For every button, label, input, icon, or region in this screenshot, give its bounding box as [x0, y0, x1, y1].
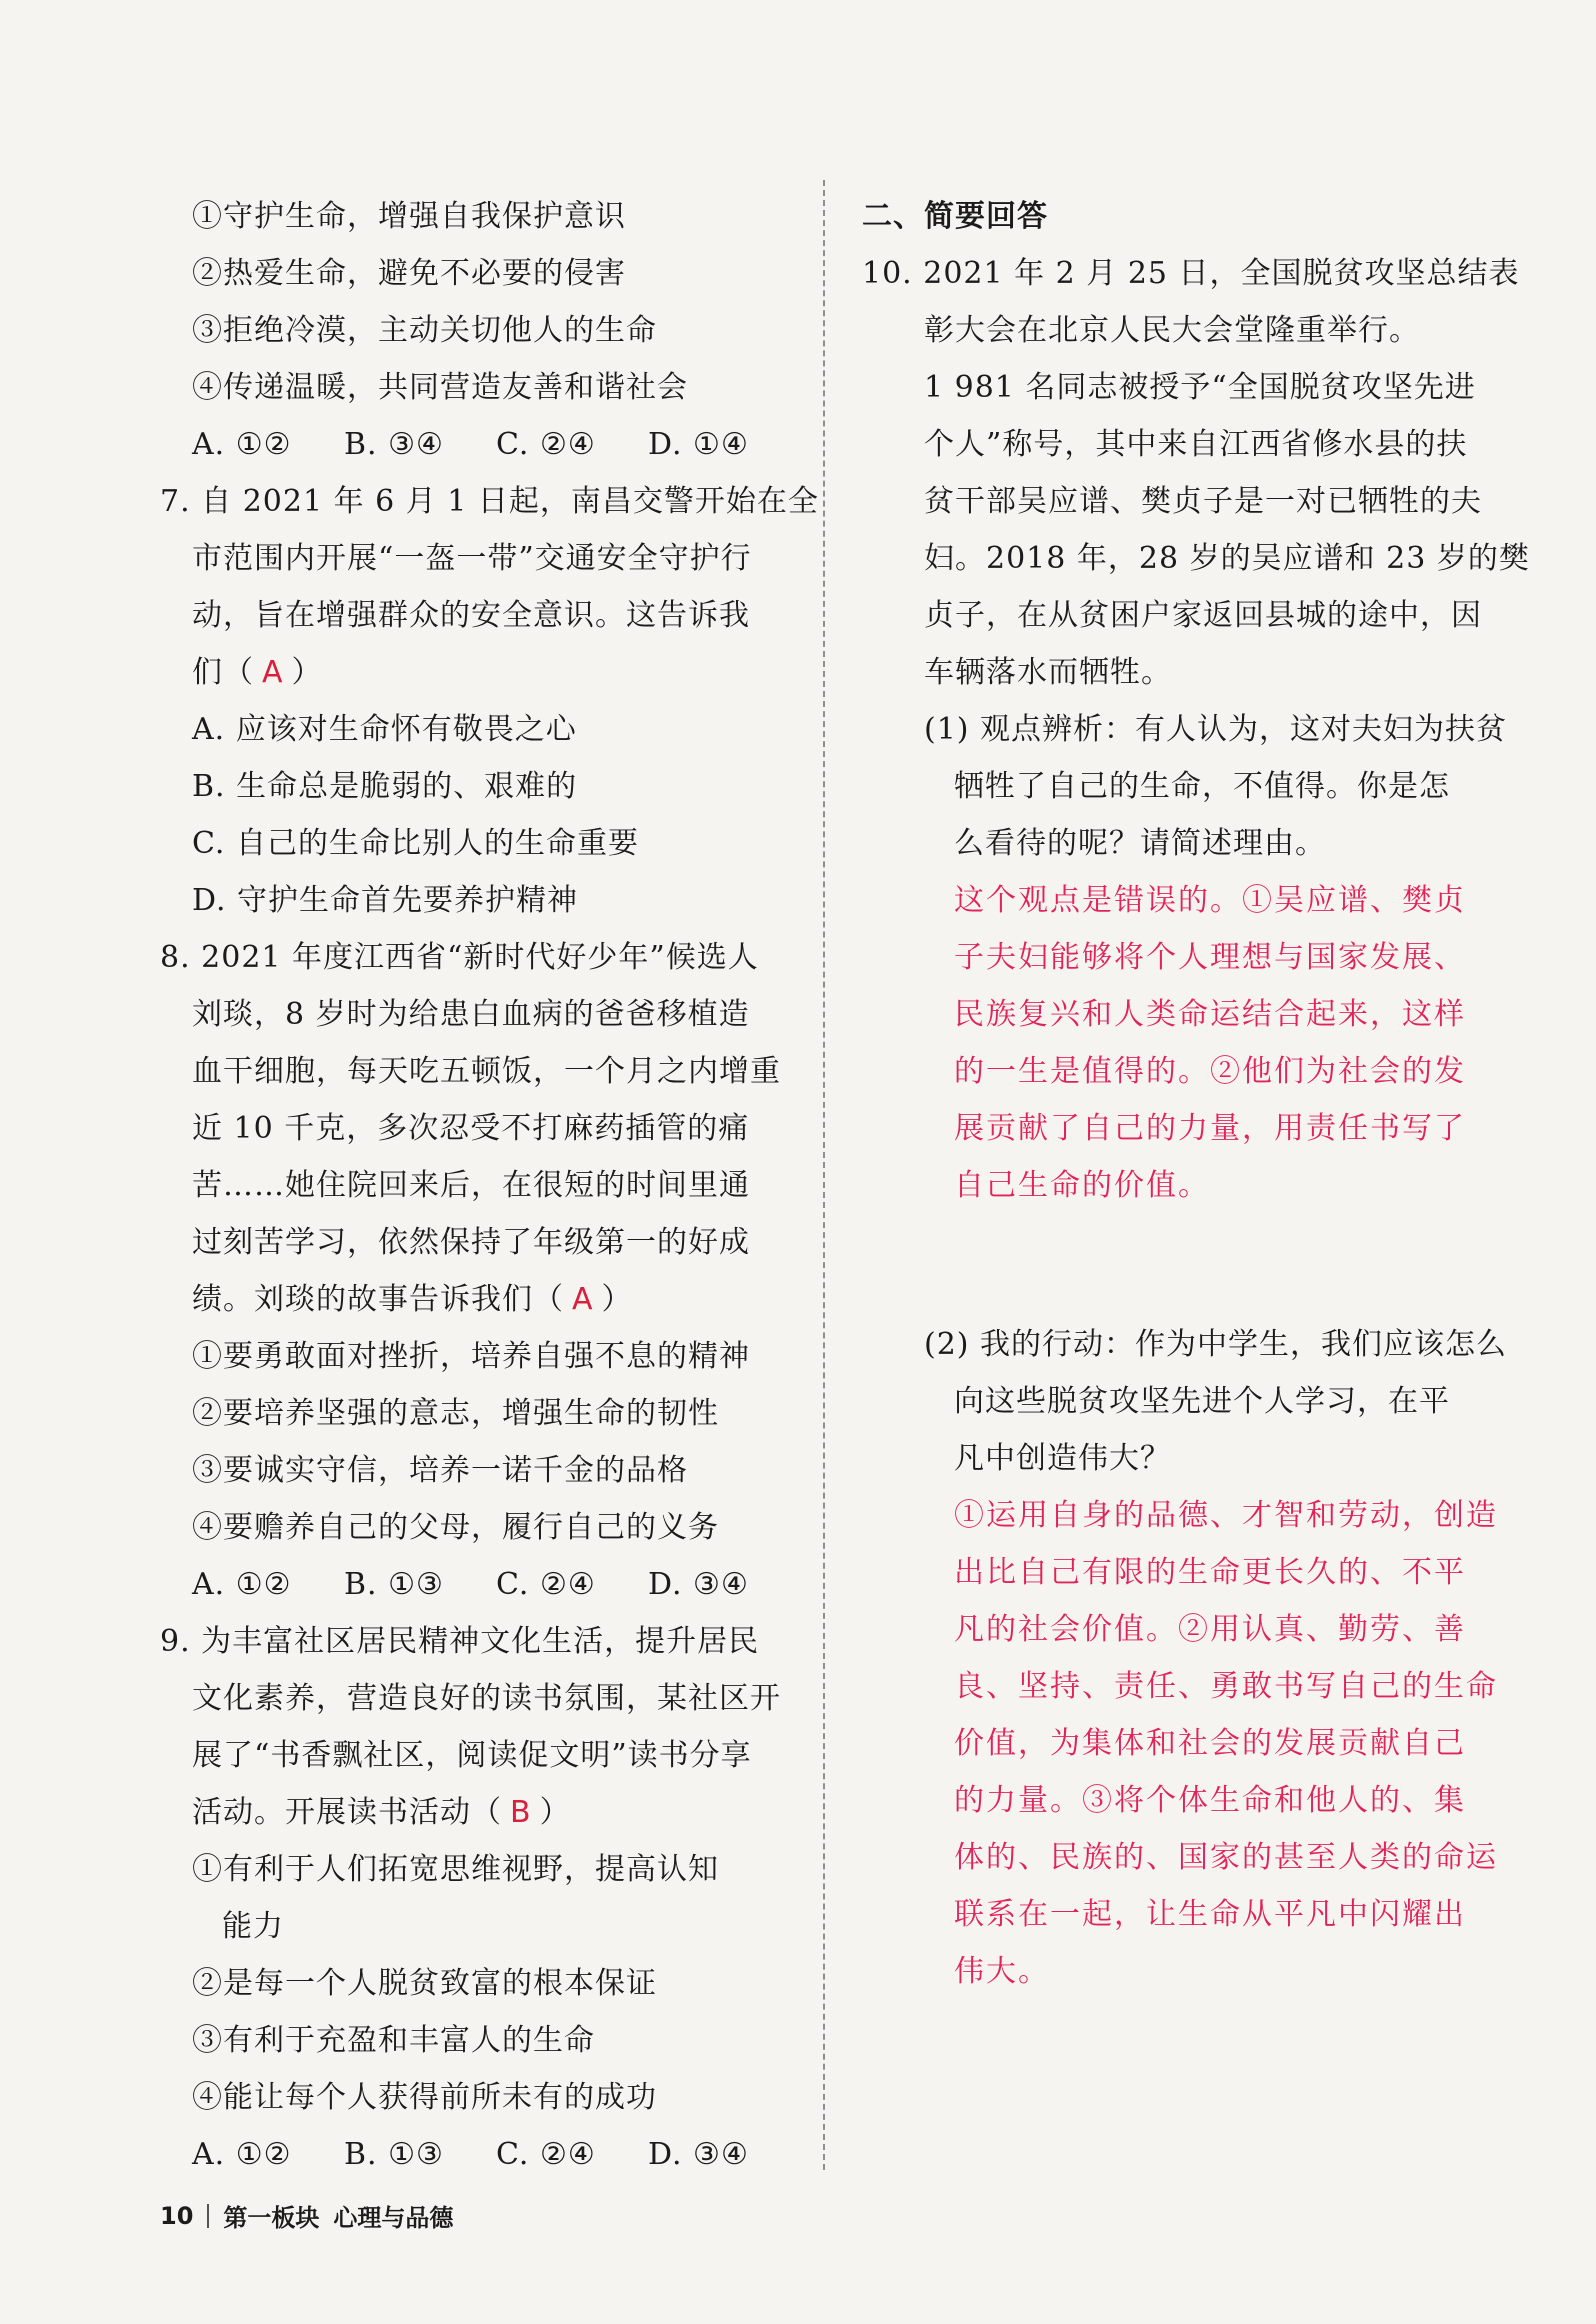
q10-1-answer-1: 这个观点是错误的。①吴应谱、樊贞 [954, 883, 1466, 918]
answer-gap [862, 1248, 1502, 1282]
q9-choices [160, 2126, 800, 2183]
q10-2-answer-2: 出比自己有限的生命更长久的、不平 [954, 1555, 1466, 1590]
q9-choice-b: B. ①③ [344, 2137, 444, 2172]
q8-prompt-text: 绩。刘琰的故事告诉我们（ [192, 1282, 564, 1317]
q10-stem-8: 车辆落水而牺牲。 [924, 655, 1172, 690]
q9-prompt [160, 1784, 800, 1841]
q7-prompt-close: ） [291, 655, 323, 690]
q10-1-question-3: 么看待的呢？请简述理由。 [954, 826, 1326, 861]
q10-stem-2: 彰大会在北京人民大会堂隆重举行。 [924, 313, 1420, 348]
q8-option-1: ①要勇敢面对挫折，培养自强不息的精神 [192, 1339, 750, 1374]
q7-stem-3: 动，旨在增强群众的安全意识。这告诉我 [192, 598, 750, 633]
q8-option-3: ③要诚实守信，培养一诺千金的品格 [192, 1453, 688, 1488]
q8-stem-1: 8. 2021 年度江西省“新时代好少年”候选人 [160, 940, 759, 975]
q8-choices [160, 1556, 800, 1613]
q8-prompt [160, 1271, 800, 1328]
q7-choice-b: B. 生命总是脆弱的、艰难的 [192, 769, 578, 804]
column-divider [823, 180, 825, 2170]
q9-prompt-close: ） [539, 1795, 571, 1830]
q6-choice-c: C. ②④ [496, 427, 596, 462]
q7-choice-c: C. 自己的生命比别人的生命重要 [192, 826, 639, 861]
q10-stem-3: 1 981 名同志被授予“全国脱贫攻坚先进 [924, 370, 1476, 405]
q10-1-question-1: (1) 观点辨析：有人认为，这对夫妇为扶贫 [924, 712, 1508, 747]
left-column [160, 188, 819, 2183]
q9-choice-d: D. ③④ [648, 2137, 749, 2172]
answer-gap [862, 1282, 1502, 1316]
q10-1-answer-3: 民族复兴和人类命运结合起来，这样 [954, 997, 1466, 1032]
q8-option-4: ④要赡养自己的父母，履行自己的义务 [192, 1510, 719, 1545]
answer-gap [862, 1214, 1502, 1248]
q10-1-question-2: 牺牲了自己的生命，不值得。你是怎 [954, 769, 1450, 804]
q7-prompt [160, 644, 800, 701]
q9-stem-3: 展了“书香飘社区，阅读促文明”读书分享 [192, 1738, 752, 1773]
q9-option-3: ③有利于充盈和丰富人的生命 [192, 2023, 595, 2058]
q8-answer: A [572, 1282, 594, 1317]
q6-option-2: ②热爱生命，避免不必要的侵害 [192, 256, 626, 291]
q7-stem-2: 市范围内开展“一盔一带”交通安全守护行 [192, 541, 752, 576]
q10-2-answer-1: ①运用自身的品德、才智和劳动，创造 [954, 1498, 1498, 1533]
q8-choice-c: C. ②④ [496, 1567, 596, 1602]
footer-separator [207, 2204, 209, 2228]
q10-1-answer-5: 展贡献了自己的力量，用责任书写了 [954, 1111, 1466, 1146]
q10-2-question-1: (2) 我的行动：作为中学生，我们应该怎么 [924, 1327, 1508, 1362]
q10-1-answer-6: 自己生命的价值。 [954, 1168, 1210, 1203]
q8-stem-5: 苦……她住院回来后，在很短的时间里通 [192, 1168, 750, 1203]
q8-prompt-close: ） [601, 1282, 633, 1317]
q10-stem-5: 贫干部吴应谱、樊贞子是一对已牺牲的夫 [924, 484, 1482, 519]
q9-answer: B [510, 1795, 532, 1830]
footer-section: 第一板块 [223, 2204, 320, 2232]
q7-answer: A [262, 655, 284, 690]
q6-choice-b: B. ③④ [344, 427, 444, 462]
q6-option-3: ③拒绝冷漠，主动关切他人的生命 [192, 313, 657, 348]
q10-2-question-3: 凡中创造伟大？ [954, 1441, 1171, 1476]
q9-option-2: ②是每一个人脱贫致富的根本保证 [192, 1966, 657, 2001]
q8-stem-4: 近 10 千克，多次忍受不打麻药插管的痛 [192, 1111, 750, 1146]
q7-prompt-text: 们（ [192, 655, 254, 690]
q10-2-answer-9: 伟大。 [954, 1954, 1050, 1989]
q7-choice-d: D. 守护生命首先要养护精神 [192, 883, 579, 918]
q7-stem-1: 7. 自 2021 年 6 月 1 日起，南昌交警开始在全 [160, 484, 819, 519]
page-footer [160, 2198, 453, 2233]
q8-choice-d: D. ③④ [648, 1567, 749, 1602]
q10-2-answer-5: 价值，为集体和社会的发展贡献自己 [954, 1726, 1466, 1761]
q8-option-2: ②要培养坚强的意志，增强生命的韧性 [192, 1396, 719, 1431]
section-title: 二、简要回答 [862, 199, 1048, 234]
q8-choice-b: B. ①③ [344, 1567, 444, 1602]
q9-prompt-text: 活动。开展读书活动（ [192, 1795, 502, 1830]
page-number: 10 [160, 2201, 194, 2230]
q6-choice-d: D. ①④ [648, 427, 749, 462]
q9-stem-2: 文化素养，营造良好的读书氛围，某社区开 [192, 1681, 781, 1716]
q10-2-answer-4: 良、坚持、责任、勇敢书写自己的生命 [954, 1669, 1498, 1704]
q10-1-answer-2: 子夫妇能够将个人理想与国家发展、 [954, 940, 1466, 975]
q10-stem-1: 10. 2021 年 2 月 25 日，全国脱贫攻坚总结表 [862, 256, 1520, 291]
q8-stem-6: 过刻苦学习，依然保持了年级第一的好成 [192, 1225, 750, 1260]
footer-subject: 心理与品德 [333, 2204, 454, 2232]
q9-option-1-line-2: 能力 [222, 1909, 284, 1944]
q8-stem-2: 刘琰，8 岁时为给患白血病的爸爸移植造 [192, 997, 750, 1032]
q10-2-answer-6: 的力量。③将个体生命和他人的、集 [954, 1783, 1466, 1818]
q8-stem-3: 血干细胞，每天吃五顿饭，一个月之内增重 [192, 1054, 781, 1089]
q10-stem-6: 妇。2018 年，28 岁的吴应谱和 23 岁的樊 [924, 541, 1530, 576]
q9-choice-a: A. ①② [192, 2137, 292, 2172]
q10-2-question-2: 向这些脱贫攻坚先进个人学习，在平 [954, 1384, 1450, 1419]
q10-stem-4: 个人”称号，其中来自江西省修水县的扶 [924, 427, 1468, 462]
q6-choices [160, 416, 800, 473]
q10-2-answer-3: 凡的社会价值。②用认真、勤劳、善 [954, 1612, 1466, 1647]
q9-option-1-line-1: ①有利于人们拓宽思维视野，提高认知 [192, 1852, 719, 1887]
right-column [862, 188, 1530, 2000]
q10-2-answer-7: 体的、民族的、国家的甚至人类的命运 [954, 1840, 1498, 1875]
q7-choice-a: A. 应该对生命怀有敬畏之心 [192, 712, 577, 747]
q9-stem-1: 9. 为丰富社区居民精神文化生活，提升居民 [160, 1624, 760, 1659]
q6-option-4: ④传递温暖，共同营造友善和谐社会 [192, 370, 688, 405]
q6-choice-a: A. ①② [192, 427, 292, 462]
q6-option-1: ①守护生命，增强自我保护意识 [192, 199, 626, 234]
q10-2-answer-8: 联系在一起，让生命从平凡中闪耀出 [954, 1897, 1466, 1932]
q10-stem-7: 贞子，在从贫困户家返回县城的途中，因 [924, 598, 1482, 633]
q8-choice-a: A. ①② [192, 1567, 292, 1602]
q9-choice-c: C. ②④ [496, 2137, 596, 2172]
q10-1-answer-4: 的一生是值得的。②他们为社会的发 [954, 1054, 1466, 1089]
q9-option-4: ④能让每个人获得前所未有的成功 [192, 2080, 657, 2115]
